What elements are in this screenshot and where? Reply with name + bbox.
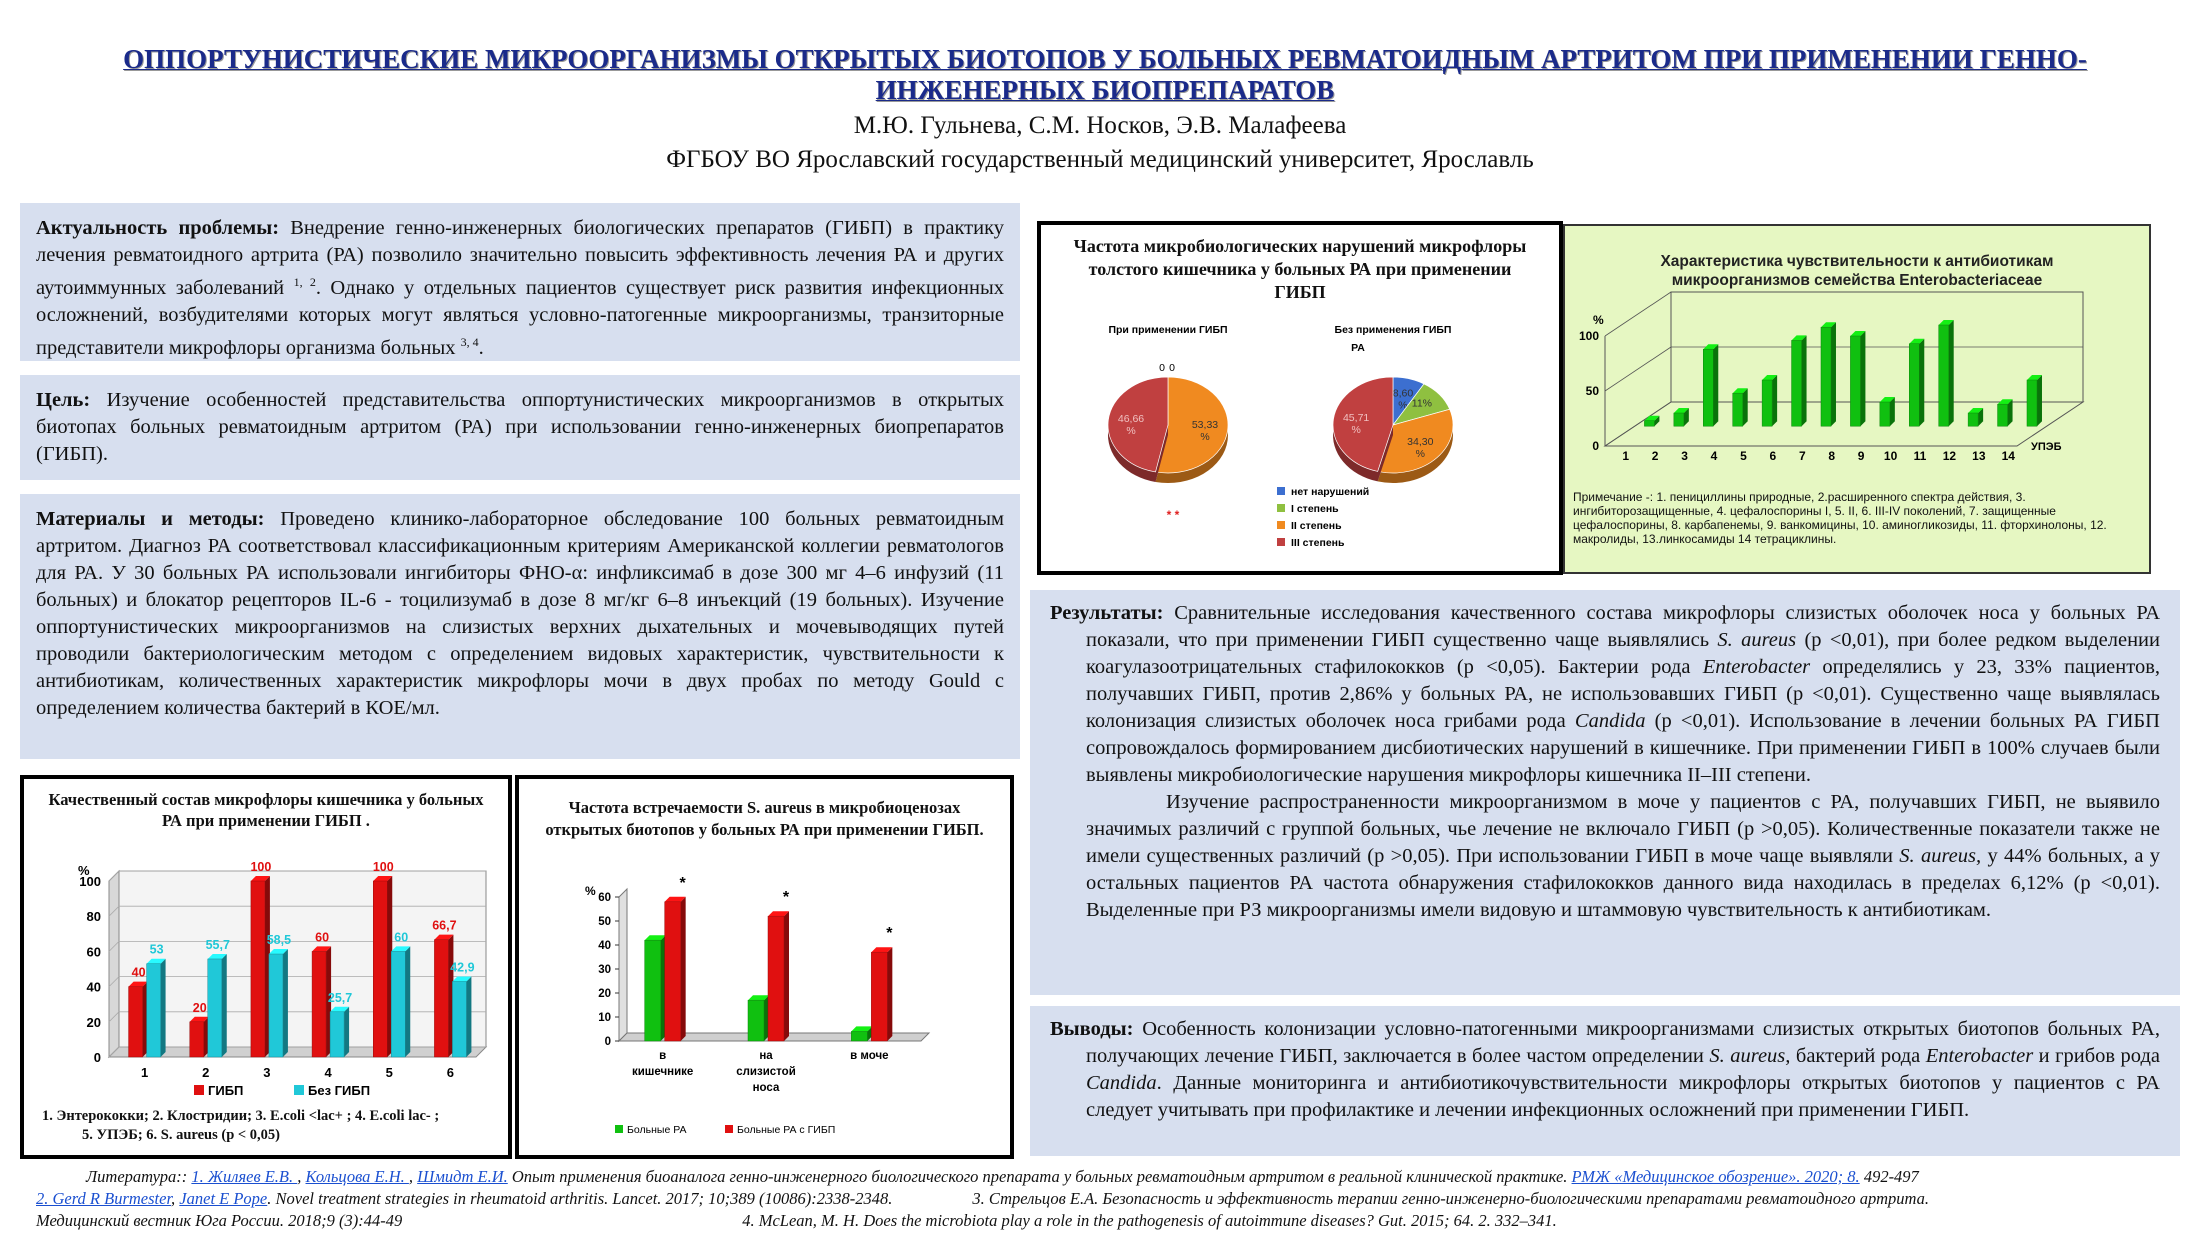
chart1-legend-swatch bbox=[294, 1085, 304, 1095]
chart4-bar-side bbox=[1831, 322, 1836, 426]
chart3-legend-swatch bbox=[1277, 487, 1285, 495]
chart3-legend-swatch bbox=[1277, 538, 1285, 546]
chart4-xtick: 13 bbox=[1972, 449, 1986, 463]
chart1-legend-label: ГИБП bbox=[208, 1083, 244, 1098]
chart2-bar bbox=[665, 902, 681, 1041]
relevance-text2: . Однако у отдельных пациентов существует риск развития инфекционных осложнений, возбудителями которых могут являться условно-патогенные микроорганизмы, транзиторные представители микрофлоры организма больных bbox=[36, 276, 1004, 359]
chart4-ytick: 100 bbox=[1578, 329, 1599, 343]
chart2-legend-swatch bbox=[615, 1125, 623, 1133]
chart1-ylabel: % bbox=[78, 863, 90, 878]
chart2-ytick: 50 bbox=[598, 916, 611, 928]
chart3-slice-label: 11% bbox=[1411, 397, 1433, 410]
chart4-bar bbox=[1850, 336, 1860, 426]
ref2-author1-link[interactable]: 2. Gerd R Burmester bbox=[36, 1189, 172, 1208]
methods-section bbox=[20, 494, 1020, 759]
chart1-bar bbox=[208, 959, 222, 1057]
chart4-bar-side bbox=[1802, 335, 1807, 426]
chart4-bar-side bbox=[1949, 320, 1954, 426]
chart1-data-label: 20 bbox=[192, 1000, 207, 1015]
chart1-bar bbox=[129, 987, 143, 1057]
chart1-data-label: 60 bbox=[315, 930, 330, 945]
chart4-ytick: 50 bbox=[1585, 384, 1599, 398]
chart4-bar bbox=[1762, 380, 1772, 426]
chart1-back-wall bbox=[119, 871, 486, 1047]
ref2-text: . Novel treatment strategies in rheumatoid arthritis. Lancet. 2017; 10;389 (10086):2338-2348. bbox=[267, 1189, 893, 1208]
chart2-ytick: 20 bbox=[598, 988, 611, 1000]
chart1-data-label: 25,7 bbox=[327, 990, 353, 1005]
chart1-legend-label: Без ГИБП bbox=[308, 1083, 371, 1098]
chart1-bar bbox=[312, 951, 326, 1057]
chart3-zero-label: 0 bbox=[1159, 362, 1165, 374]
chart1-bar bbox=[251, 881, 265, 1057]
chart1-ytick: 80 bbox=[86, 909, 101, 925]
chart4-bar bbox=[1733, 393, 1743, 426]
relevance-section bbox=[20, 203, 1020, 361]
conclusions-t4: . Данные мониторинга и антибиотикочувствительности микрофлоры открытых биотопов у пациентов с РА следует учитывать при профилактике и лечении инфекционных осложнений при применении ГИБП. bbox=[1086, 1072, 2160, 1121]
chart4-note: Примечание -: 1. пенициллины природные, 2.расширенного спектра действия, 3. ингибиторозащищенные, 4. цефалоспорины I, 5. II, 6. III-IV поколений, 7. защищенные цефалоспорины, 8. карбапенемы, 9. ванкомицины, 10. аминогликозиды, 11. фторхинолоны, 12. макролиды, 13.линкосамиды 14 тетрациклины. bbox=[1573, 490, 2107, 546]
ref1-author2-link[interactable]: Кольцова Е.Н. bbox=[305, 1167, 409, 1186]
chart1-bar-side bbox=[222, 954, 227, 1057]
methods-label: Материалы и методы: bbox=[36, 508, 265, 530]
chart2-title: Частота встречаемости S. aureus в микробиоценозах открытых биотопов у больных РА при применении ГИБП. bbox=[545, 798, 984, 839]
chart2-ytick: 60 bbox=[598, 892, 611, 904]
chart3-slice-label: 34,30 % bbox=[1407, 436, 1434, 461]
chart2-ytick: 0 bbox=[604, 1036, 611, 1048]
chart1-data-label: 40 bbox=[131, 965, 146, 980]
relevance-text1: Внедрение генно-инженерных биологических препаратов (ГИБП) в практику лечения ревматоидного артрита (РА) позволило значительно повысить эффективность лечения РА и других аутоиммунных заболеваний bbox=[36, 217, 1004, 299]
chart2-significance-mark: * bbox=[679, 874, 686, 892]
chart1-xtick: 4 bbox=[324, 1065, 332, 1080]
chart1-side-wall bbox=[109, 871, 119, 1057]
conclusions-label: Выводы: bbox=[1050, 1018, 1134, 1040]
chart3-title: Частота микробиологических нарушений микрофлоры толстого кишечника у больных РА при применении ГИБП bbox=[1073, 236, 1527, 302]
chart3-legend-label: II степень bbox=[1291, 520, 1342, 532]
chart3-slice-label: 45,71 % bbox=[1342, 412, 1370, 437]
chart2-side-wall bbox=[619, 889, 627, 1041]
chart2-bar bbox=[871, 952, 887, 1041]
chart1-bar bbox=[147, 964, 161, 1057]
chart1-bar bbox=[373, 881, 387, 1057]
chart1-legend-swatch bbox=[194, 1085, 204, 1095]
results-section bbox=[1030, 590, 2180, 995]
chart2-bar bbox=[645, 940, 661, 1041]
chart1-ytick: 100 bbox=[79, 874, 101, 889]
chart2-bar bbox=[768, 916, 784, 1041]
chart4-xtick: 5 bbox=[1740, 449, 1747, 463]
chart4-xtick: 7 bbox=[1798, 449, 1806, 463]
chart4-gridline-side bbox=[1605, 292, 1671, 336]
chart4-bar-side bbox=[1860, 331, 1865, 426]
chart4-xtick: 12 bbox=[1942, 449, 1957, 463]
chart4-bar bbox=[1909, 344, 1919, 427]
chart1-data-label: 53 bbox=[149, 942, 164, 957]
ref-sep: , bbox=[408, 1167, 418, 1186]
chart4-xtick: 8 bbox=[1828, 449, 1836, 463]
chart4-gridline-side bbox=[1605, 347, 1671, 391]
chart4-gridline-side bbox=[1605, 402, 1671, 446]
ref4-text: 4. McLean, M. H. Does the microbiota play a role in the pathogenesis of autoimmune diseases? Gut. 2015; 64. 2. 332–341. bbox=[742, 1211, 1557, 1230]
chart1-ytick: 0 bbox=[93, 1050, 101, 1065]
chart1-xtick: 1 bbox=[140, 1065, 149, 1080]
chart2-xtick: в кишечнике bbox=[631, 1050, 694, 1078]
chart1-bar bbox=[330, 1012, 344, 1057]
chart4-ylabel: % bbox=[1593, 313, 1604, 327]
chart1-footnote bbox=[42, 1107, 439, 1145]
chart3-legend-label: нет нарушений bbox=[1291, 486, 1370, 498]
chart4-bar-side bbox=[1919, 339, 1924, 427]
results-p2b: у 44% больных, а у остальных пациентов РА частота обнаружения стафилококков данного вида находилась в пределах 6,12% (р <0,01). Выделенные при РЗ микроорганизмы имели видовую и штаммовую чувствительность к антибиотикам. bbox=[1086, 845, 2160, 921]
chart1-data-label: 100 bbox=[250, 860, 272, 874]
chart4-title: Характеристика чувствительности к антибиотикам микроорганизмов семейства Enterobacteriaceae bbox=[1660, 253, 2054, 289]
chart4-xtick: 2 bbox=[1651, 449, 1659, 463]
poster-title bbox=[90, 44, 2120, 106]
ref1-author3-link[interactable]: Шмидт Е.И. bbox=[417, 1167, 508, 1186]
chart4-bar bbox=[2027, 380, 2037, 426]
chart4-bar bbox=[1968, 413, 1978, 426]
chart4-xtick: 4 bbox=[1710, 449, 1718, 463]
chart4-ytick: 0 bbox=[1592, 439, 1599, 453]
chart1-xtick: 6 bbox=[446, 1065, 455, 1080]
conclusions-section bbox=[1030, 1006, 2180, 1156]
ref1-text: Опыт применения биоаналога генно-инженерного биологического препарата у больных ревматоидным артритом в реальной клинической практике. bbox=[507, 1167, 1572, 1186]
chart-antibiotic-sensitivity bbox=[1563, 224, 2151, 574]
chart3-legend-swatch bbox=[1277, 504, 1285, 512]
chart4-bar bbox=[1880, 402, 1890, 426]
conclusions-candida: Candida bbox=[1086, 1072, 1157, 1094]
chart2-ytick: 40 bbox=[598, 940, 611, 952]
chart1-data-label: 60 bbox=[394, 930, 409, 945]
chart4-bar bbox=[1674, 413, 1684, 426]
chart4-bar bbox=[1703, 349, 1713, 426]
chart3-pie-title: РА bbox=[1351, 342, 1365, 354]
chart2-ytick: 30 bbox=[598, 964, 611, 976]
ref1-journal-link[interactable]: РМЖ «Медицинское обозрение». 2020; 8. bbox=[1571, 1167, 1860, 1186]
chart1-bar-side bbox=[283, 949, 288, 1057]
conclusions-enterobacter: Enterobacter bbox=[1925, 1045, 2034, 1067]
chart1-footnote-line1: 1. Энтерококки; 2. Клостридии; 3. E.coli <lac+ ; 4. E.coli lac- ; bbox=[42, 1108, 440, 1124]
chart4-xtick: 6 bbox=[1769, 449, 1777, 463]
chart4-xtick: 3 bbox=[1681, 449, 1688, 463]
chart3-slice-label: 53,33 % bbox=[1191, 419, 1219, 444]
poster-title-line1: ОППОРТУНИСТИЧЕСКИЕ МИКРООРГАНИЗМЫ ОТКРЫТЫХ БИОТОПОВ У БОЛЬНЫХ РЕВМАТОИДНЫМ АРТРИТОМ ПРИ ПРИМЕНЕНИИ ГЕННО- bbox=[123, 44, 2087, 74]
conclusions-t2: бактерий рода bbox=[1790, 1045, 1926, 1067]
chart1-ytick: 40 bbox=[86, 979, 101, 995]
chart4-series-label: УПЭБ bbox=[2031, 441, 2062, 453]
chart-intestine-composition bbox=[20, 775, 512, 1159]
chart1-bar-side bbox=[161, 959, 166, 1057]
results-candida: Candida bbox=[1574, 710, 1646, 732]
chart3-mark: * * bbox=[1166, 508, 1180, 522]
chart4-xtick: 1 bbox=[1622, 449, 1630, 463]
poster-title-line2: ИНЖЕНЕРНЫХ БИОПРЕПАРАТОВ bbox=[875, 75, 1335, 105]
conclusions-t3: и грибов рода bbox=[2033, 1045, 2161, 1067]
chart1-data-label: 58,5 bbox=[266, 933, 292, 948]
chart2-bar-side bbox=[784, 911, 789, 1041]
goal-text: Изучение особенностей представительства оппортунистических микроорганизмов в открытых биотопах больных ревматоидным артритом (РА) при использовании генно-инженерных биопрепаратов (ГИБП). bbox=[36, 389, 1004, 465]
chart2-significance-mark: * bbox=[782, 889, 790, 907]
chart-dysbiosis-pies bbox=[1037, 221, 1563, 575]
chart1-bar bbox=[452, 981, 466, 1057]
chart4-xtick: 10 bbox=[1883, 449, 1898, 463]
results-label: Результаты: bbox=[1050, 602, 1164, 624]
chart2-legend-label: Больные РА с ГИБП bbox=[737, 1124, 836, 1136]
chart4-bar-side bbox=[1713, 344, 1718, 426]
chart2-bar-side bbox=[887, 947, 892, 1041]
chart1-data-label: 66,7 bbox=[432, 918, 457, 933]
chart3-slice-label: 8,60 % bbox=[1392, 387, 1414, 412]
chart4-bar-side bbox=[1743, 388, 1748, 426]
results-p2a: Изучение распространенности микроорганизмом в моче у пациентов с РА, получавших ГИБП, не выявило значимых различий с группой больных, чье лечение не включало ГИБП (р >0,05). Количественные показатели также не имели существенных различий (р >0,05). При использовании ГИБП в моче чаще выявляли bbox=[1086, 791, 2160, 867]
goal-label: Цель: bbox=[36, 389, 91, 411]
chart4-bar bbox=[1939, 325, 1949, 426]
chart1-bar bbox=[391, 951, 405, 1057]
chart3-legend-label: III степень bbox=[1291, 537, 1345, 549]
chart1-bar bbox=[434, 940, 448, 1057]
relevance-label: Актуальность проблемы: bbox=[36, 217, 280, 239]
chart3-legend-swatch bbox=[1277, 521, 1285, 529]
results-p1d: (р <0,01). Использование в лечении больных РА ГИБП сопровождалось формированием дисбиотических нарушений в кишечнике. При применении ГИБП в 100% случаев были выявлены микробиологические нарушения микрофлоры кишечника II–III степени. bbox=[1086, 710, 2160, 786]
chart1-bar-side bbox=[466, 976, 471, 1057]
methods-text: Проведено клинико-лабораторное обследование 100 больных ревматоидным артритом. Диагноз РА соответствовал классификационным критериям Американской коллегии ревматологов для РА. У 30 больных РА использовали ингибиторы ФНО-α: инфликсимаб в дозе 300 мг 4–6 инфузий (11 больных) и блокатор рецепторов IL-6 - тоцилизумаб в дозе 8 мг/кг 6–8 инъекций (19 больных). Изучение оппортунистических микроорганизмов на слизистых верхних дыхательных и мочевыводящих путей проводили бактериологическим методом с определением видовых характеристик, чувствительности к антибиотикам, количественных характеристик микрофлоры мочи в двух пробах по методу Gould с определением количества бактерий в КОЕ/мл. bbox=[36, 508, 1004, 719]
chart1-bar bbox=[190, 1022, 204, 1057]
chart4-bar-side bbox=[1890, 397, 1895, 426]
chart4-bar-side bbox=[2037, 375, 2042, 426]
conclusions-saureus: S. aureus, bbox=[1709, 1045, 1791, 1067]
chart3-svg bbox=[1041, 225, 1559, 571]
chart4-xtick: 11 bbox=[1913, 449, 1927, 463]
references-label: Литература:: bbox=[86, 1167, 192, 1186]
ref1-pages: 492-497 bbox=[1859, 1167, 1919, 1186]
chart1-xtick: 3 bbox=[263, 1065, 271, 1080]
chart1-xtick: 5 bbox=[385, 1065, 393, 1080]
ref3-tail: Медицинский вестник Юга России. 2018;9 (3):44-49 bbox=[36, 1211, 403, 1230]
results-saureus: S. aureus bbox=[1717, 629, 1797, 651]
chart2-legend-label: Больные РА bbox=[627, 1124, 687, 1136]
chart1-data-label: 100 bbox=[372, 860, 394, 874]
chart3-pie-title: Без применения ГИБП bbox=[1334, 324, 1452, 336]
relevance-ref2: 3, 4 bbox=[460, 334, 479, 349]
chart1-data-label: 55,7 bbox=[205, 937, 230, 952]
goal-section bbox=[20, 375, 1020, 480]
references bbox=[36, 1166, 2176, 1232]
chart4-xtick: 14 bbox=[2001, 449, 2015, 463]
results-p2-saureus: S. aureus, bbox=[1899, 845, 1982, 867]
chart4-bar bbox=[1644, 421, 1654, 427]
chart3-pie-title: При применении ГИБП bbox=[1108, 324, 1228, 336]
chart2-significance-mark: * bbox=[886, 925, 893, 943]
chart2-svg bbox=[519, 779, 1010, 1155]
chart2-bar bbox=[851, 1031, 867, 1041]
chart2-ylabel: % bbox=[585, 884, 596, 898]
results-p1c: определялись у 23, 33% пациентов, получавших ГИБП, против 2,86% у больных РА, не использовавших ГИБП (р <0,01). Существенно чаще выявлялась колонизация слизистых оболочек носа грибами рода bbox=[1086, 656, 2160, 732]
chart1-xtick: 2 bbox=[202, 1065, 210, 1080]
chart1-bar-side bbox=[405, 946, 410, 1057]
ref1-author1-link[interactable]: 1. Жиляев Е.В. bbox=[191, 1167, 298, 1186]
chart4-xtick: 9 bbox=[1857, 449, 1865, 463]
chart2-legend-swatch bbox=[725, 1125, 733, 1133]
authors: М.Ю. Гульнева, С.М. Носков, Э.В. Малафеева bbox=[853, 112, 1347, 139]
conclusions-t1: Особенность колонизации условно-патогенными микроорганизмами слизистых открытых биотопов больных РА, получающих лечение ГИБП, заключается в более частом определении bbox=[1086, 1018, 2160, 1067]
chart1-svg bbox=[24, 779, 508, 1155]
chart4-bar-side bbox=[1772, 375, 1777, 426]
chart1-data-label: 42,9 bbox=[450, 960, 475, 975]
ref-sep: , bbox=[171, 1189, 180, 1208]
chart2-xtick: на слизистой носа bbox=[736, 1050, 796, 1094]
chart4-bar bbox=[1998, 404, 2008, 426]
chart3-zero-label: 0 bbox=[1169, 362, 1175, 374]
chart1-title: Качественный состав микрофлоры кишечника у больных РА при применении ГИБП . bbox=[48, 790, 484, 830]
results-p1a: Сравнительные исследования качественного состава микрофлоры слизистых оболочек носа у больных РА показали, что при применении ГИБП существенно чаще выявлялись bbox=[1086, 602, 2160, 651]
chart1-bar bbox=[269, 954, 283, 1057]
ref3-text: 3. Стрельцов Е.А. Безопасность и эффективность терапии генно-инженерно-биологическими препаратами ревматоидного артрита. bbox=[972, 1189, 1929, 1208]
affiliation: ФГБОУ ВО Ярославский государственный медицинский университет, Ярославль bbox=[666, 146, 1534, 173]
chart2-ytick: 10 bbox=[598, 1012, 611, 1024]
results-enterobacter: Enterobacter bbox=[1702, 656, 1811, 678]
chart1-bar-side bbox=[344, 1007, 349, 1057]
chart1-ytick: 20 bbox=[86, 1014, 101, 1030]
chart2-xtick: в моче bbox=[850, 1050, 889, 1062]
chart2-bar-side bbox=[681, 897, 686, 1041]
relevance-text3: . bbox=[478, 336, 484, 359]
ref2-author2-link[interactable]: Janet E Pope bbox=[179, 1189, 268, 1208]
chart4-bar bbox=[1821, 327, 1831, 426]
chart1-ytick: 60 bbox=[86, 944, 101, 960]
relevance-ref1: 1, 2 bbox=[293, 275, 316, 289]
chart4-bar bbox=[1792, 340, 1802, 426]
results-p1b: (р <0,01), при более редком выделении коагулазоотрицательных стафилококков (р <0,05). Бактерии рода bbox=[1086, 629, 2160, 678]
chart1-footnote-line2: 5. УПЭБ; 6. S. aureus (p < 0,05) bbox=[82, 1127, 280, 1143]
ref-sep: , bbox=[297, 1167, 306, 1186]
chart3-slice-label: 46,66 % bbox=[1117, 412, 1145, 437]
chart-saureus-frequency bbox=[515, 775, 1014, 1159]
chart2-bar bbox=[748, 1000, 764, 1041]
chart3-legend-label: I степень bbox=[1291, 503, 1339, 515]
